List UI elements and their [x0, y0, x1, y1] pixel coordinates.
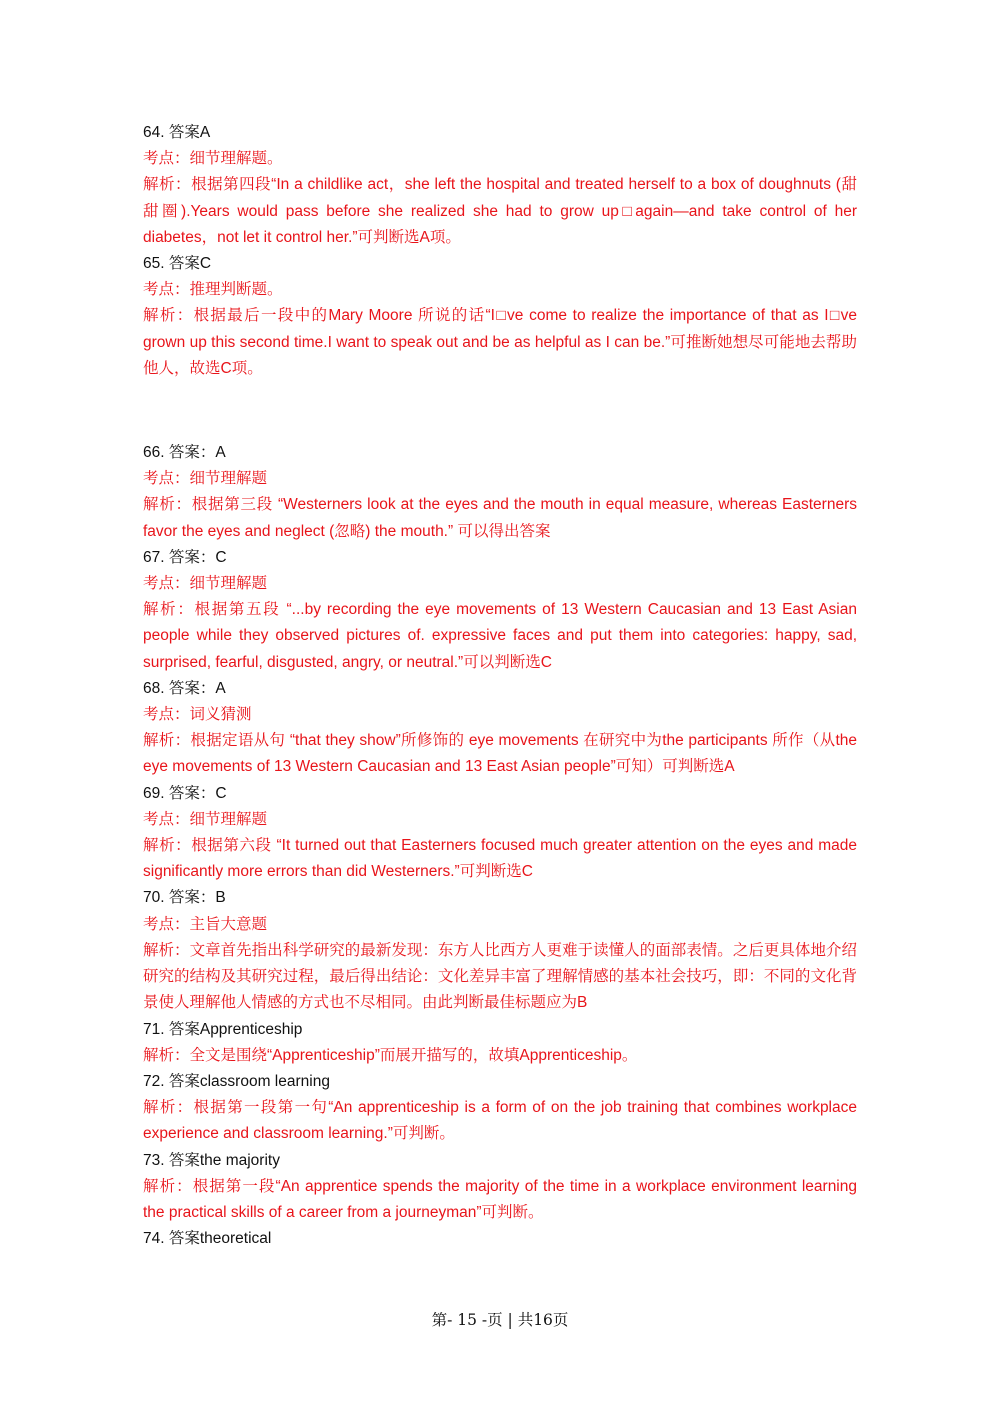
answer-heading: 66. 答案：A: [143, 444, 226, 462]
analysis-paragraph: 解析：根据第四段“In a childlike act，she left the hospital and treated herself to a box of doughnuts (甜甜圈).Years would pass before she realized she had to grow up□again—and take control of her diabetes，not let it control her.”可判断选A项。: [143, 176, 857, 246]
analysis-paragraph: 解析：根据第六段 “It turned out that Easterners focused much greater attention on the eyes and made significantly more errors than did Westerners.”可判断选C: [143, 837, 857, 881]
analysis-paragraph: 解析：根据第五段 “...by recording the eye movements of 13 Western Caucasian and 13 East Asian people while they observed pictures of. expressive faces and put them into categories: happy, sad, surprised, fearful, disgusted, angry, or neutral.”可以判断选C: [143, 601, 857, 671]
exam-point-line: 考点：主旨大意题: [143, 915, 268, 933]
page-footer: 第- 15 -页 | 共16页: [431, 1311, 569, 1329]
exam-point-line: 考点：细节理解题。: [143, 150, 283, 168]
answer-heading: 74. 答案theoretical: [143, 1230, 272, 1248]
blank-line: [143, 398, 857, 424]
answer-heading: 65. 答案C: [143, 255, 212, 273]
answer-heading: 71. 答案Apprenticeship: [143, 1020, 303, 1038]
exam-point-line: 考点：细节理解题: [143, 810, 268, 828]
answer-heading: 68. 答案：A: [143, 679, 226, 697]
exam-point-line: 考点：细节理解题: [143, 470, 268, 488]
analysis-paragraph: 解析：根据定语从句 “that they show”所修饰的 eye movements 在研究中为the participants 所作（从the eye movements of 13 Western Caucasian and 13 East Asian people”可知）可判断选A: [143, 732, 857, 776]
answer-heading: 67. 答案：C: [143, 548, 227, 566]
analysis-paragraph: 解析：根据第一段第一句“An apprenticeship is a form of on the job training that combines workplace experience and classroom learning.”可判断。: [143, 1099, 857, 1143]
answer-heading: 69. 答案：C: [143, 784, 227, 802]
answer-heading: 73. 答案the majority: [143, 1151, 280, 1169]
exam-point-line: 考点：推理判断题。: [143, 281, 283, 299]
analysis-paragraph: 解析：根据第三段 “Westerners look at the eyes and the mouth in equal measure, whereas Easterners favor the eyes and neglect (忽略) the mouth.” 可以得出答案: [143, 496, 857, 540]
answer-heading: 64. 答案A: [143, 124, 211, 141]
answer-heading: 72. 答案classroom learning: [143, 1072, 330, 1090]
analysis-paragraph: 解析：全文是围绕“Apprenticeship”而展开描写的，故填Apprenticeship。: [143, 1046, 638, 1064]
analysis-paragraph: 解析：根据第一段“An apprentice spends the majority of the time in a workplace environment learning the practical skills of a career from a journeyman”可判断。: [143, 1177, 857, 1221]
exam-point-line: 考点：词义猜测: [143, 706, 252, 724]
exam-point-line: 考点：细节理解题: [143, 575, 268, 593]
answer-heading: 70. 答案：B: [143, 889, 226, 907]
analysis-paragraph: 解析：根据最后一段中的Mary Moore 所说的话“I□ve come to realize the importance of that as I□ve grown up this second time.I want to speak out and be as helpful as I can be.”可推断她想尽可能地去帮助他人，故选C项。: [143, 307, 857, 377]
document-body: [143, 120, 857, 1252]
analysis-paragraph: 解析：文章首先指出科学研究的最新发现：东方人比西方人更难于读懂人的面部表情。之后更具体地介绍研究的结构及其研究过程，最后得出结论：文化差异丰富了理解情感的基本社会技巧，即：不同的文化背景使人理解他人情感的方式也不尽相同。由此判断最佳标题应为B: [143, 941, 857, 1012]
